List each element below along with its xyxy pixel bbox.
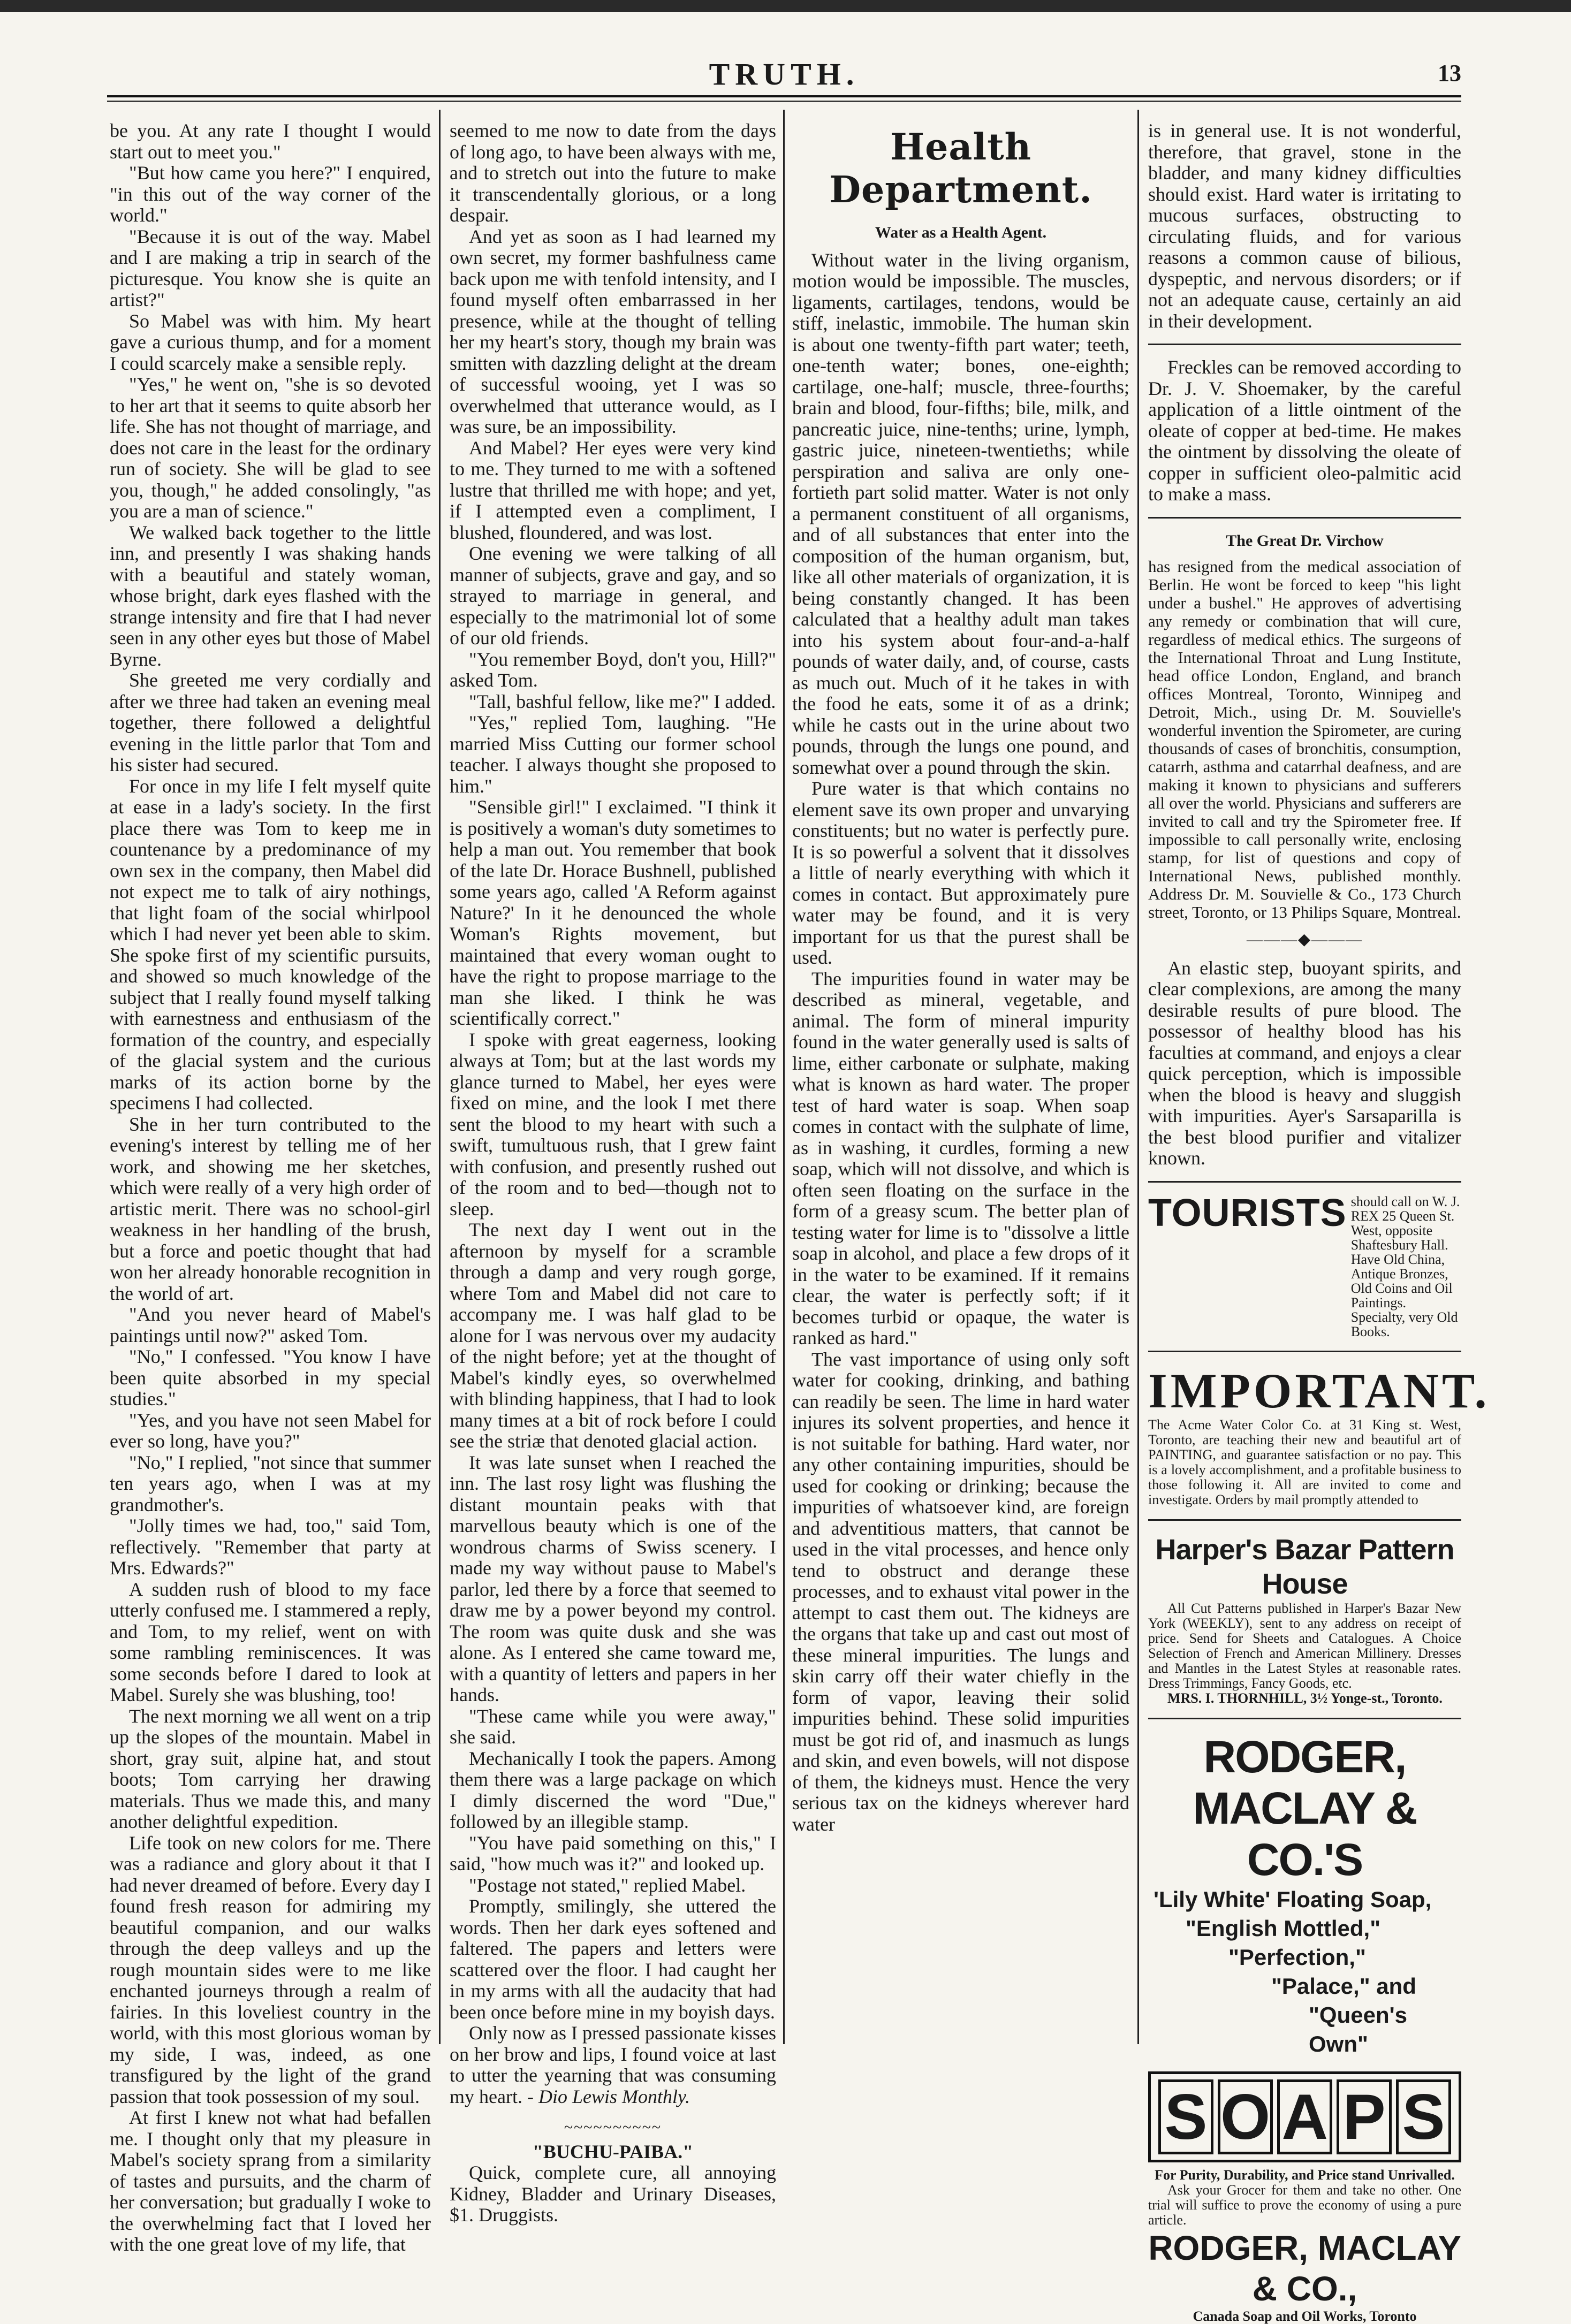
column-story-part1 [110, 120, 431, 2255]
story-paragraph: be you. At any rate I thought I would start out to meet you." [110, 120, 431, 163]
section-divider [1148, 344, 1461, 345]
page-top-border [0, 0, 1571, 12]
ornament-divider: ~~~~~~~~~~ [564, 2119, 662, 2136]
column-health-department [792, 120, 1129, 2041]
story-paragraph: And yet as soon as I had learned my own secret, my former bashfulness came back upon me with tenfold intensity, and I found myself often embarrassed in her presence, while at the thought of telling her my heart's story, though my brain was smitten with dazzling delight at the dream of successful wooing, yet I was so overwhelmed that utterance would, as I was sure, be an impossibility. [450, 225, 776, 437]
rodger-ad-works: Canada Soap and Oil Works, Toronto [1193, 2308, 1417, 2324]
story-paragraph: We walked back together to the little inn, and presently I was shaking hands with a beautiful and stately woman, whose bright, dark eyes flashed with the strange intensity and fire that I had never seen in any other eyes but those of Mabel Byrne. [110, 521, 431, 670]
newspaper-header [107, 56, 1461, 92]
rodger-ad-bottom-title: RODGER, MACLAY & CO., [1148, 2228, 1461, 2308]
soaps-letter: S [1396, 2079, 1451, 2154]
freckles-notice: Freckles can be removed according to Dr. J. V. Shoemaker, by the careful application of a little ointment of the oleate of copper at bed-time. He makes the ointment by dissolving the oleate of copper in sufficient oleo-palmitic acid to make a mass. [1148, 356, 1461, 505]
column-story-part2 [450, 120, 776, 2226]
story-paragraph: Mechanically I took the papers. Among them there was a large package on which I dimly discerned the word "Due," followed by an illegible stamp. [450, 1747, 776, 1832]
column-divider-2 [783, 110, 785, 2044]
story-paragraph: Life took on new colors for me. There was a radiance and glory about it that I had never dreamed of before. Every day I found fresh reason for admiring my beautiful companion, and our walks through the deep valleys and up the rough mountain sides were to me like enchanted journeys through a realm of fairies. In this loveliest country in the world, with this most glorious woman by my side, I was, indeed, as one transfigured by the light of the grand passion that took possession of my soul. [110, 1832, 431, 2107]
newspaper-title: TRUTH. [709, 57, 860, 92]
article-paragraph: Pure water is that which contains no element save its own proper and unvarying constituents; but no water is perfectly pure. It is so powerful a solvent that it dissolves a little of nearly everything with which it comes in contact. But approximately pure water may be found, and it is very important for us that the purest shall be used. [792, 778, 1129, 968]
soap-product-line: "Queen's Own" [1309, 2002, 1407, 2056]
story-paragraph: "These came while you were away," she said. [450, 1705, 776, 1748]
soap-product-line: "Perfection," [1228, 1944, 1366, 1970]
story-paragraph: "No," I confessed. "You know I have been quite absorbed in my special studies." [110, 1346, 431, 1409]
header-rule-top [107, 95, 1461, 97]
story-paragraph: "Postage not stated," replied Mabel. [469, 1874, 746, 1896]
soap-product-line: "English Mottled," [1186, 1915, 1381, 1941]
ayer-sarsaparilla-notice: An elastic step, buoyant spirits, and clear complexions, are among the many desirable results of pure blood. The possessor of healthy blood has his faculties at command, and enjoys a clear quick perception, which is impossible when the blood is heavy and sluggish with impurities. Ayer's Sarsaparilla is the best blood purifier and vitalizer known. [1148, 957, 1461, 1169]
story-paragraph: seemed to me now to date from the days of long ago, to have been always with me, and to stretch out into the future to make it transcendentally glorious, or a long despair. [450, 120, 776, 226]
section-divider [1148, 1181, 1461, 1183]
story-paragraph: "You have paid something on this," I said, "how much was it?" and looked up. [450, 1832, 776, 1875]
story-paragraph: I spoke with great eagerness, looking always at Tom; but at the last words my glance turned to Mabel, her eyes were fixed on mine, and the look I met there sent the blood to my heart with such a swift, tumultuous rush, that I grew faint with confusion, and presently rushed out of the room and to bed—though not to sleep. [450, 1028, 776, 1220]
story-closing-text: Only now as I pressed passionate kisses on her brow and lips, I found voice at last to utter the yearning that was consuming my heart. [450, 2022, 776, 2107]
story-paragraph: For once in my life I felt myself quite at ease in a lady's society. In the first place there was Tom to keep me in countenance by a predominance of my own sex in the company, then Mabel did not expect me to talk of airy nothings, that light foam of the social whirlpool which I had never yet been able to skim. She spoke first of my scientific pursuits, and showed so much knowledge of the subject that I really found myself talking with earnestness and enthusiasm of the formation of the country, and especially of the glacial system and the curious marks of its action borne by the specimens I had collected. [110, 775, 431, 1114]
column-notices-ads [1148, 120, 1490, 2324]
important-ad-title: IMPORTANT. [1148, 1363, 1490, 1418]
virchow-heading: The Great Dr. Virchow [1226, 531, 1384, 550]
column-divider-1 [439, 110, 441, 2044]
story-paragraph: "Yes, and you have not seen Mabel for ever so long, have you?" [110, 1409, 431, 1452]
story-paragraph: So Mabel was with him. My heart gave a curious thump, and for a moment I could scarcely make a sensible reply. [110, 310, 431, 374]
story-paragraph: And Mabel? Her eyes were very kind to me. They turned to me with a softened lustre that thrilled me with hope; and yet, if I attempted even a compliment, I blushed, floundered, and was lost. [450, 437, 776, 543]
story-paragraph: She greeted me very cordially and after we three had taken an evening meal together, there followed a delightful evening in the little parlor that Tom and his sister had secured. [110, 669, 431, 775]
page-number: 13 [1438, 60, 1461, 86]
story-paragraph: It was late sunset when I reached the inn. The last rosy light was flushing the distant mountain peaks with that marvellous beauty which is one of the wondrous charms of Swiss scenery. I made my way without pause to Mabel's parlor, led there by a force that seemed to draw me by a power beyond my control. The room was quite dusk and she was alone. As I entered she came toward me, with a quantity of letters and papers in her hands. [450, 1451, 776, 1705]
story-paragraph: "Yes," replied Tom, laughing. "He married Miss Cutting our former school teacher. I always thought she proposed to him." [450, 712, 776, 797]
tourists-ad-title: TOURISTS [1148, 1191, 1347, 1235]
story-paragraph: Promptly, smilingly, she uttered the words. Then her dark eyes softened and faltered. The papers and letters were scattered over the floor. I had caught her in my arms with all the audacity that had been once before mine in my boyish days. [450, 1895, 776, 2023]
header-rule-bottom [107, 101, 1461, 102]
story-paragraph: The next day I went out in the afternoon by myself for a scramble through a damp and very rough gorge, where Tom and Mabel did not care to accompany me. I was half glad to be alone for I was nervous over my audacity of the night before; yet at the thought of Mabel's kindly eyes, so overwhelmed with blinding happiness, that I had to look many times at a bit of rock before I could see the striæ that denoted glacial action. [450, 1219, 776, 1452]
ornament-divider: ———◆——— [1246, 931, 1363, 948]
story-paragraph: "Because it is out of the way. Mabel and I are making a trip in search of the picturesque. You know she is quite an artist?" [110, 225, 431, 310]
tourists-ad-text: should call on W. J. REX 25 Queen St. West, opposite Shaftesbury Hall. Have Old China, Antique Bronzes, Old Coins and Oil Paintings. Specialty, very Old Books. [1350, 1193, 1460, 1339]
article-paragraph: The vast importance of using only soft water for cooking, drinking, and bathing can readily be seen. The lime in hard water injures its solvent properties, and hence it is not suitable for bathing. Hard water, nor any other containing impurities, should be used for cooking or drinking; because the impurities of whatsoever kind, are foreign and adventitious matters, that cannot be used in the vital processes, and hence only tend to obstruct and derange these processes, and to exhaust vital power in the attempt to cast them out. The kidneys are the organs that take up and cast out most of these mineral impurities. The lungs and skin carry off their water chiefly in the form of vapor, leaving their solid impurities behind. These solid impurities must be got rid of, and inasmuch as lungs and skin, and even bowels, will not dispose of them, the kidneys must. Hence the very serious tax on the kidneys wherever hard water [792, 1348, 1129, 1835]
rodger-ad-text: Ask your Grocer for them and take no other. One trial will suffice to prove the economy of using a pure article. [1148, 2182, 1461, 2228]
virchow-notice: has resigned from the medical association of Berlin. He wont be forced to keep "his light under a bushel." He approves of advertising any remedy or combination that will cure, regardless of medical ethics. The surgeons of the International Throat and Lung Institute, head office London, England, and branch offices Montreal, Toronto, Winnipeg and Detroit, Mich., using Dr. M. Souvielle's wonderful invention the Spirometer, are curing thousands of cases of bronchitis, consumption, catarrh, asthma and catarrhal deafness, and are making it known to physicians and sufferers all over the world. Physicians and sufferers are invited to call and try the Spirometer free. If impossible to call personally write, enclosing stamp, for list of questions and copy of International News, published monthly. Address Dr. M. Souvielle & Co., 173 Church street, Toronto, or 13 Philips Square, Montreal. [1148, 557, 1461, 921]
soaps-letter: S [1158, 2079, 1213, 2154]
story-paragraph: "You remember Boyd, don't you, Hill?" asked Tom. [450, 648, 776, 691]
harper-ad-text: All Cut Patterns published in Harper's Bazar New York (WEEKLY), sent to any address on receipt of price. Send for Sheets and Catalogues. A Choice Selection of French and American Millinery. Dresses and Mantles in the Latest Styles at reasonable rates. Dress Trimmings, Fancy Goods, etc. [1148, 1600, 1461, 1691]
harper-ad-signature: MRS. I. THORNHILL, 3½ Yonge-st., Toronto. [1167, 1690, 1443, 1706]
soaps-letter: O [1218, 2079, 1273, 2154]
important-ad-text: The Acme Water Color Co. at 31 King st. West, Toronto, are teaching their new and beautiful art of PAINTING, and guarantee satisfaction or no pay. This is a lovely accomplishment, and a profitable business to those following it. All are invited to come and investigate. Orders by mail promptly attended to [1148, 1416, 1461, 1507]
buchu-paiba-title: "BUCHU-PAIBA." [532, 2140, 694, 2162]
health-department-heading: Health Department. [829, 126, 1092, 211]
column-divider-3 [1137, 110, 1139, 2044]
soap-product-line: 'Lily White' Floating Soap, [1153, 1886, 1432, 1912]
story-paragraph: "Jolly times we had, too," said Tom, reflectively. "Remember that party at Mrs. Edwards?" [110, 1515, 431, 1579]
story-paragraph: "But how came you here?" I enquired, "in this out of the way corner of the world." [110, 162, 431, 226]
story-paragraph: She in her turn contributed to the evening's interest by telling me of her work, and showing me her sketches, which were really of a very high order of artistic merit. There was no school-girl weakness in her handling of the brush, but a force and poetic thought that had won her already honorable recognition in the world of art. [110, 1113, 431, 1304]
soaps-logo [1148, 2071, 1461, 2162]
story-paragraph: "And you never heard of Mabel's paintings until now?" asked Tom. [110, 1304, 431, 1346]
rodger-ad-tagline: For Purity, Durability, and Price stand Unrivalled. [1155, 2167, 1455, 2183]
story-paragraph [450, 2023, 776, 2107]
article-paragraph: The impurities found in water may be described as mineral, vegetable, and animal. The form of mineral impurity found in the water generally used is salts of lime, either carbonate or sulphate, making what is known as hard water. The proper test of hard water is soap. When soap comes in contact with the sulphate of lime, as in washing, it curdles, forming a new soap, which will not dissolve, and which is often seen floating on the surface in the form of a greasy scum. The better plan of testing water for lime is to "dissolve a little soap in alcohol, and place a few drops of it in the water to be examined. If it remains clear, the water is perfectly soft; if it becomes turbid or opaque, the water is ranked as hard." [792, 967, 1129, 1348]
soaps-letter: A [1277, 2079, 1332, 2154]
harper-ad-title: Harper's Bazar Pattern House [1155, 1533, 1454, 1600]
article-continuation: is in general use. It is not wonderful, therefore, that gravel, stone in the bladder, and many kidney difficulties should exist. Hard water is irritating to mucous surfaces, obstructing to circulating fluids, and for various reasons a common cause of bilious, dyspeptic, and nervous disorders; or if not an adequate cause, certainly an aid in their development. [1148, 120, 1461, 332]
section-divider [1148, 1718, 1461, 1719]
tourists-ad [1148, 1191, 1461, 1339]
story-paragraph: At first I knew not what had befallen me. I thought only that my pleasure in Mabel's society sprang from a similarity of tastes and pursuits, and the charm of her conversation; but gradually I woke to the overwhelming fact that I loved her with the one great love of my life, that [110, 2107, 431, 2255]
section-divider [1148, 1351, 1461, 1352]
rodger-ad-title: RODGER, MACLAY & CO.'S [1193, 1731, 1417, 1885]
soaps-letter: P [1337, 2079, 1392, 2154]
water-article-heading: Water as a Health Agent. [875, 224, 1047, 241]
buchu-paiba-text: Quick, complete cure, all annoying Kidney, Bladder and Urinary Diseases, $1. Druggists. [450, 2162, 776, 2226]
story-source: - Dio Lewis Monthly. [527, 2085, 690, 2107]
story-paragraph: "No," I replied, "not since that summer ten years ago, when I was at my grandmother's. [110, 1451, 431, 1515]
section-divider [1148, 517, 1461, 519]
article-paragraph: Without water in the living organism, motion would be impossible. The muscles, ligaments, cartilages, tendons, would be stiff, inelastic, immobile. The human skin is about one twenty-fifth part water; teeth, one-tenth water; bones, one-eighth; cartilage, one-half; muscle, three-fourths; brain and blood, four-fifths; bile, milk, and pancreatic juice, nine-tenths; urine, lymph, gastric juice, nineteen-twentieths; while perspiration and saliva are only one-fortieth part solid matter. Water is not only a permanent constituent of all organisms, and of all substances that enter into the composition of the human organism, but, like all other materials of organization, it is being constantly changed. It has been calculated that a healthy adult man takes into his system about four-and-a-half pounds of water daily, and, of course, casts as much out. Much of it he takes in with the food he eats, some it of as a drink; while he casts out in the urine about two pounds, through the lungs one pound, and somewhat over a pound through the skin. [792, 249, 1129, 778]
story-paragraph: "Yes," he went on, "she is so devoted to her art that it seems to quite absorb her life. She has not thought of marriage, and does not care in the least for the ordinary run of society. She will be glad to see you, though," he added consolingly, "as you are a man of science." [110, 374, 431, 522]
story-paragraph: "Sensible girl!" I exclaimed. "I think it is positively a woman's duty sometimes to help a man out. You remember that book of the late Dr. Horace Bushnell, published some years ago, called 'A Reform against Nature?' In it he denounced the whole Woman's Rights movement, but maintained that every woman ought to have the right to propose marriage to the man she liked. I think he was scientifically correct." [450, 796, 776, 1029]
story-paragraph: A sudden rush of blood to my face utterly confused me. I stammered a reply, and Tom, to my relief, went on with some rambling reminiscences. It was some seconds before I dared to look at Mabel. Surely she was blushing, too! [110, 1578, 431, 1705]
soap-product-line: "Palace," and [1271, 1973, 1416, 1999]
story-paragraph: The next morning we all went on a trip up the slopes of the mountain. Mabel in short, gray suit, alpine hat, and stout boots; Tom carrying her drawing materials. Thus we made this, and many another delightful expedition. [110, 1705, 431, 1832]
section-divider [1148, 1519, 1461, 1521]
story-paragraph: One evening we were talking of all manner of subjects, grave and gay, and so strayed to marriage in general, and especially to the matrimonial lot of some of our old friends. [450, 543, 776, 649]
story-paragraph: "Tall, bashful fellow, like me?" I added. [469, 690, 776, 712]
